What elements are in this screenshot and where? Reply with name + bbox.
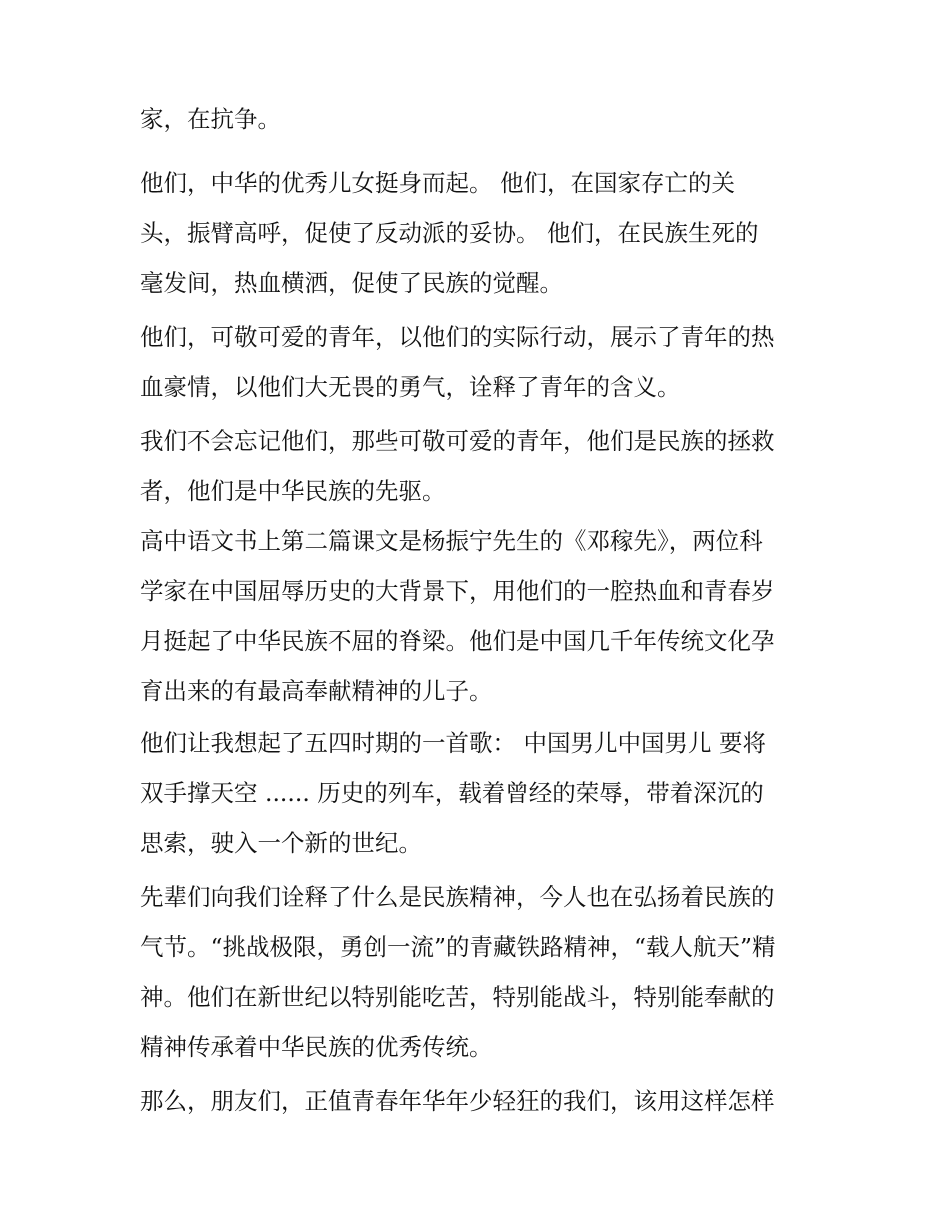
text-line: 学家在中国屈辱历史的大背景下，用他们的一腔热血和青春岁 <box>140 577 775 605</box>
text-line: 先辈们向我们诠释了什么是民族精神，今人也在弘扬着民族的 <box>140 883 775 911</box>
text-line: 家，在抗争。 <box>140 105 281 133</box>
text-line: 他们，中华的优秀儿女挺身而起。 他们，在国家存亡的关 <box>140 169 735 197</box>
text-line: 他们让我想起了五四时期的一首歌： 中国男儿中国男儿 要将 <box>140 729 766 757</box>
text-line: 思索，驶入一个新的世纪。 <box>140 829 422 857</box>
text-line: 精神传承着中华民族的优秀传统。 <box>140 1033 493 1061</box>
text-line: 那么，朋友们，正值青春年华年少轻狂的我们，该用这样怎样 <box>140 1087 775 1115</box>
text-line: 他们，可敬可爱的青年，以他们的实际行动，展示了青年的热 <box>140 323 775 351</box>
text-line: 头，振臂高呼，促使了反动派的妥协。 他们，在民族生死的 <box>140 219 759 247</box>
text-line: 者，他们是中华民族的先驱。 <box>140 477 446 505</box>
text-line: 血豪情，以他们大无畏的勇气，诠释了青年的含义。 <box>140 373 681 401</box>
text-line: 毫发间，热血横洒，促使了民族的觉醒。 <box>140 269 563 297</box>
text-line: 神。他们在新世纪以特别能吃苦，特别能战斗，特别能奉献的 <box>140 983 775 1011</box>
text-line: 我们不会忘记他们，那些可敬可爱的青年，他们是民族的拯救 <box>140 427 775 455</box>
text-line: 高中语文书上第二篇课文是杨振宁先生的《邓稼先》，两位科 <box>140 527 763 555</box>
text-line: 月挺起了中华民族不屈的脊梁。他们是中国几千年传统文化孕 <box>140 627 775 655</box>
text-line: 气节。“挑战极限，勇创一流”的青藏铁路精神，“载人航天”精 <box>140 933 776 961</box>
text-line: 双手撑天空 ...... 历史的列车，载着曾经的荣辱，带着深沉的 <box>140 779 764 807</box>
text-line: 育出来的有最高奉献精神的儿子。 <box>140 677 493 705</box>
